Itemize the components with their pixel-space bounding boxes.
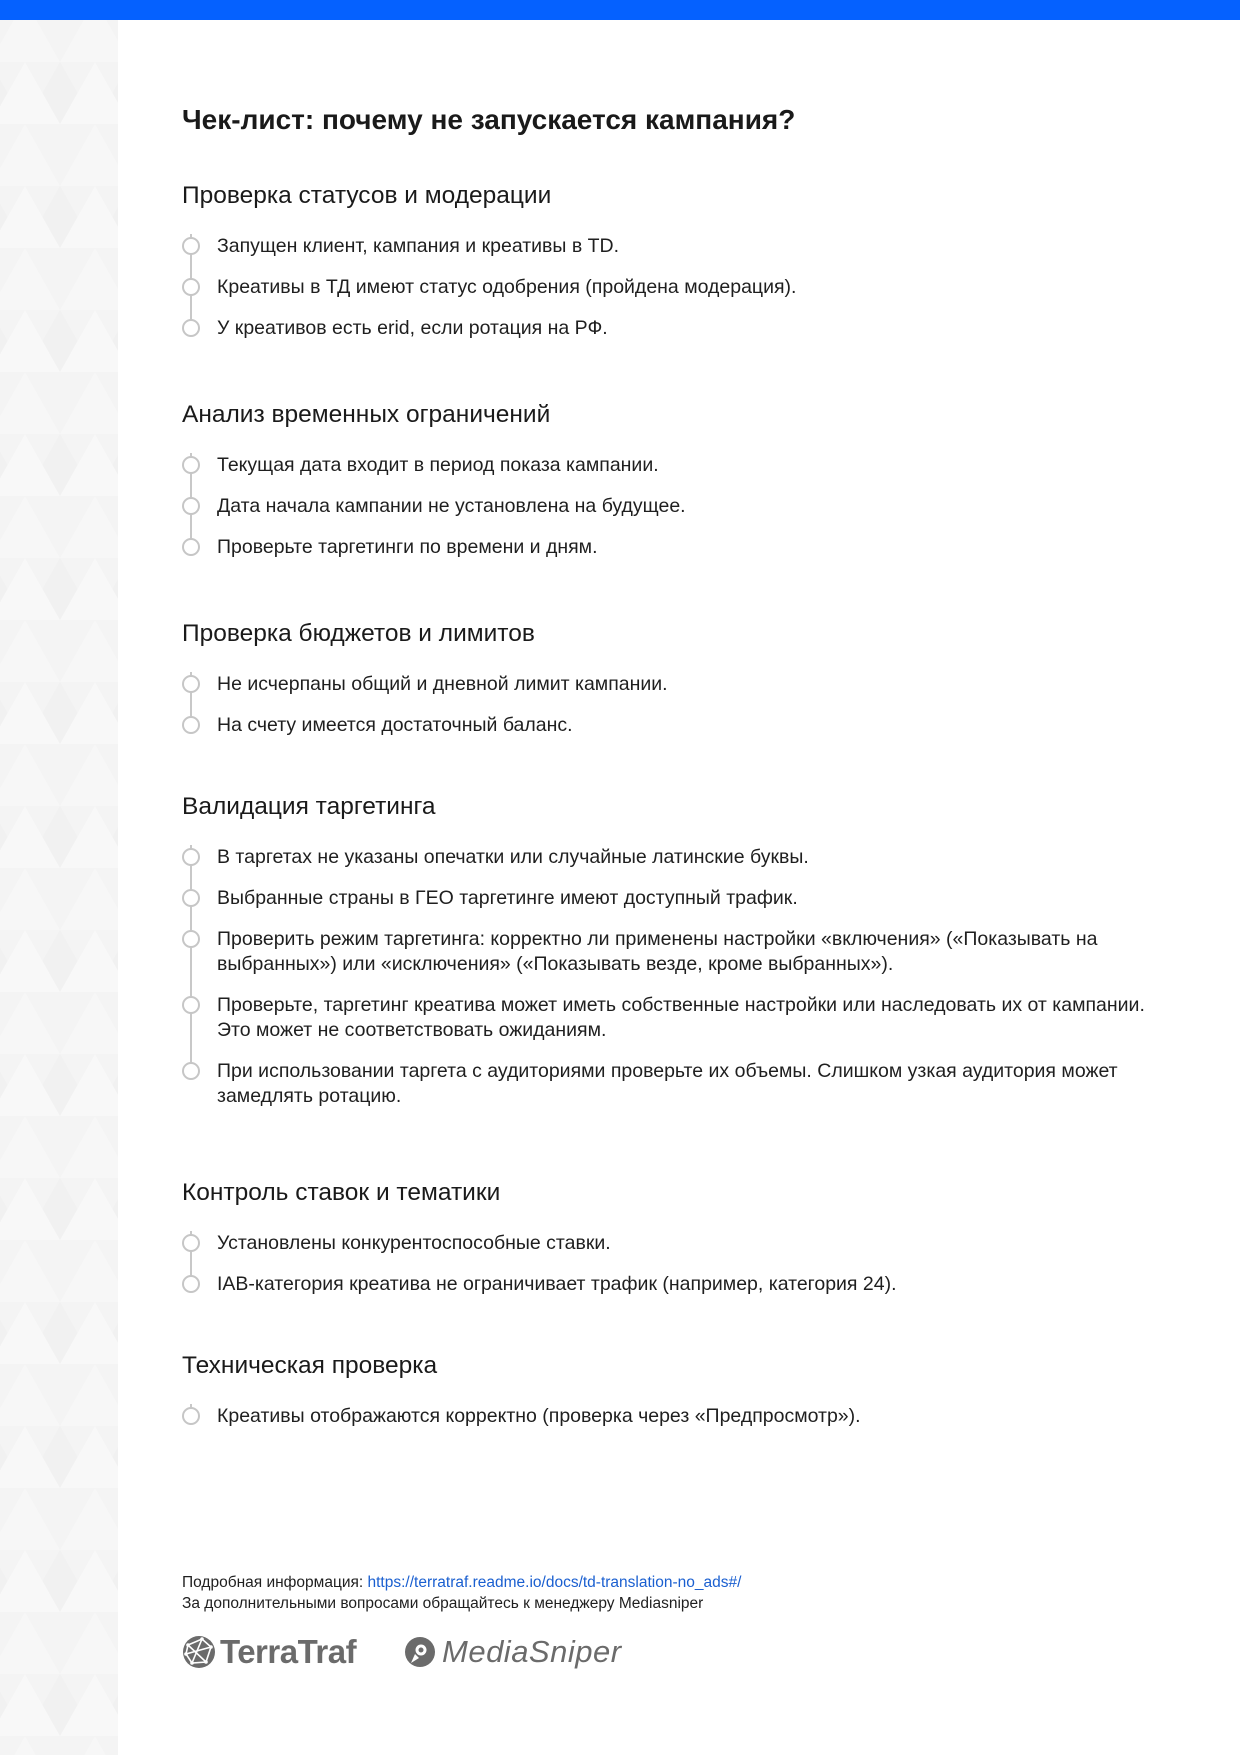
checkbox-circle-icon[interactable] bbox=[182, 996, 200, 1014]
checkbox-circle-icon[interactable] bbox=[182, 456, 200, 474]
checklist-item bbox=[182, 886, 1182, 911]
checkbox-circle-icon[interactable] bbox=[182, 1275, 200, 1293]
footer-info-line bbox=[182, 1572, 1182, 1593]
checkbox-circle-icon[interactable] bbox=[182, 848, 200, 866]
top-accent-bar bbox=[0, 0, 1240, 20]
checklist-item bbox=[182, 1404, 1182, 1429]
checklist-section bbox=[182, 399, 1182, 560]
checklist-item-text: Выбранные страны в ГЕО таргетинге имеют доступный трафик. bbox=[217, 887, 798, 909]
checklist-item bbox=[182, 845, 1182, 870]
checkbox-circle-icon[interactable] bbox=[182, 1407, 200, 1425]
checkbox-circle-icon[interactable] bbox=[182, 930, 200, 948]
checkbox-circle-icon[interactable] bbox=[182, 497, 200, 515]
checklist-section bbox=[182, 618, 1182, 738]
checklist-item-text: У креативов есть erid, если ротация на РФ. bbox=[217, 317, 608, 339]
checklist-item bbox=[182, 1231, 1182, 1256]
checklist-item-text: Дата начала кампании не установлена на будущее. bbox=[217, 495, 686, 517]
checklist-item bbox=[182, 316, 1182, 341]
checklist-item-text: Креативы отображаются корректно (проверка через «Предпросмотр»). bbox=[217, 1405, 861, 1427]
section-title: Проверка статусов и модерации bbox=[182, 182, 552, 209]
section-title: Техническая проверка bbox=[182, 1352, 438, 1379]
page-title: Чек-лист: почему не запускается кампания? bbox=[182, 104, 796, 135]
checklist-item bbox=[182, 1272, 1182, 1297]
checklist-item bbox=[182, 1059, 1182, 1109]
checklist-items bbox=[182, 845, 1182, 1109]
footer-info-label: Подробная информация: bbox=[182, 1574, 368, 1591]
triangle-pattern bbox=[0, 20, 118, 1755]
checklist-item bbox=[182, 713, 1182, 738]
section-title: Проверка бюджетов и лимитов bbox=[182, 620, 535, 647]
globe-network-icon bbox=[182, 1635, 216, 1669]
section-title: Контроль ставок и тематики bbox=[182, 1179, 501, 1206]
checklist-item-text: Установлены конкурентоспособные ставки. bbox=[217, 1232, 611, 1254]
checklist-item bbox=[182, 672, 1182, 697]
checklist-item-text: Проверьте, таргетинг креатива может иметь собственные настройки или наследовать их от кампании. Это может не соответствовать ожиданиям. bbox=[217, 994, 1145, 1041]
checklist-items bbox=[182, 672, 1182, 738]
checkbox-circle-icon[interactable] bbox=[182, 675, 200, 693]
checklist-section bbox=[182, 1177, 1182, 1297]
rocket-circle-icon bbox=[404, 1636, 436, 1668]
checklist-item-text: Текущая дата входит в период показа кампании. bbox=[217, 454, 659, 476]
checklist-item bbox=[182, 234, 1182, 259]
checkbox-circle-icon[interactable] bbox=[182, 237, 200, 255]
checklist-items bbox=[182, 453, 1182, 560]
checklist-item-text: В таргетах не указаны опечатки или случайные латинские буквы. bbox=[217, 846, 809, 868]
checklist-item bbox=[182, 275, 1182, 300]
checkbox-circle-icon[interactable] bbox=[182, 889, 200, 907]
checkbox-circle-icon[interactable] bbox=[182, 278, 200, 296]
checklist-item-text: Не исчерпаны общий и дневной лимит кампании. bbox=[217, 673, 668, 695]
footer-contact-text: За дополнительными вопросами обращайтесь к менеджеру Mediasniper bbox=[182, 1595, 704, 1612]
footer-logos bbox=[182, 1630, 782, 1674]
checklist-item-text: При использовании таргета с аудиториями проверьте их объемы. Слишком узкая аудитория может замедлять ротацию. bbox=[217, 1060, 1118, 1107]
checklist-section bbox=[182, 180, 1182, 341]
checklist-section bbox=[182, 1350, 1182, 1429]
checklist-item-text: Запущен клиент, кампания и креативы в TD. bbox=[217, 235, 620, 257]
checkbox-circle-icon[interactable] bbox=[182, 538, 200, 556]
checklist-item-text: Проверить режим таргетинга: корректно ли применены настройки «включения» («Показывать на выбранных») или «исключения» («Показывать везде, кроме выбранных»). bbox=[217, 928, 1098, 975]
checkbox-circle-icon[interactable] bbox=[182, 1234, 200, 1252]
checklist-item-text: IAB-категория креатива не ограничивает трафик (например, категория 24). bbox=[217, 1273, 897, 1295]
mediasniper-logo-text: MediaSniper bbox=[442, 1634, 622, 1669]
checklist-item bbox=[182, 535, 1182, 560]
checklist-section bbox=[182, 791, 1182, 1109]
checklist-items bbox=[182, 1404, 1182, 1429]
footer-info-link[interactable]: https://terratraf.readme.io/docs/td-translation-no_ads#/ bbox=[367, 1574, 742, 1591]
section-title: Анализ временных ограничений bbox=[182, 401, 551, 428]
checkbox-circle-icon[interactable] bbox=[182, 716, 200, 734]
terratraf-logo bbox=[182, 1630, 356, 1674]
checklist-item bbox=[182, 494, 1182, 519]
checklist-items bbox=[182, 1231, 1182, 1297]
checkbox-circle-icon[interactable] bbox=[182, 1062, 200, 1080]
side-decorative-pattern bbox=[0, 20, 118, 1755]
terratraf-logo-text: TerraTraf bbox=[220, 1633, 357, 1670]
mediasniper-logo bbox=[404, 1630, 622, 1674]
checklist-items bbox=[182, 234, 1182, 341]
checklist-item bbox=[182, 927, 1182, 977]
checklist-item bbox=[182, 453, 1182, 478]
checklist-item-text: Креативы в ТД имеют статус одобрения (пройдена модерация). bbox=[217, 276, 797, 298]
checkbox-circle-icon[interactable] bbox=[182, 319, 200, 337]
footer bbox=[182, 1572, 1182, 1614]
checklist-item bbox=[182, 993, 1182, 1043]
checklist-item-text: На счету имеется достаточный баланс. bbox=[217, 714, 573, 736]
section-title: Валидация таргетинга bbox=[182, 793, 436, 820]
checklist-item-text: Проверьте таргетинги по времени и дням. bbox=[217, 536, 598, 558]
